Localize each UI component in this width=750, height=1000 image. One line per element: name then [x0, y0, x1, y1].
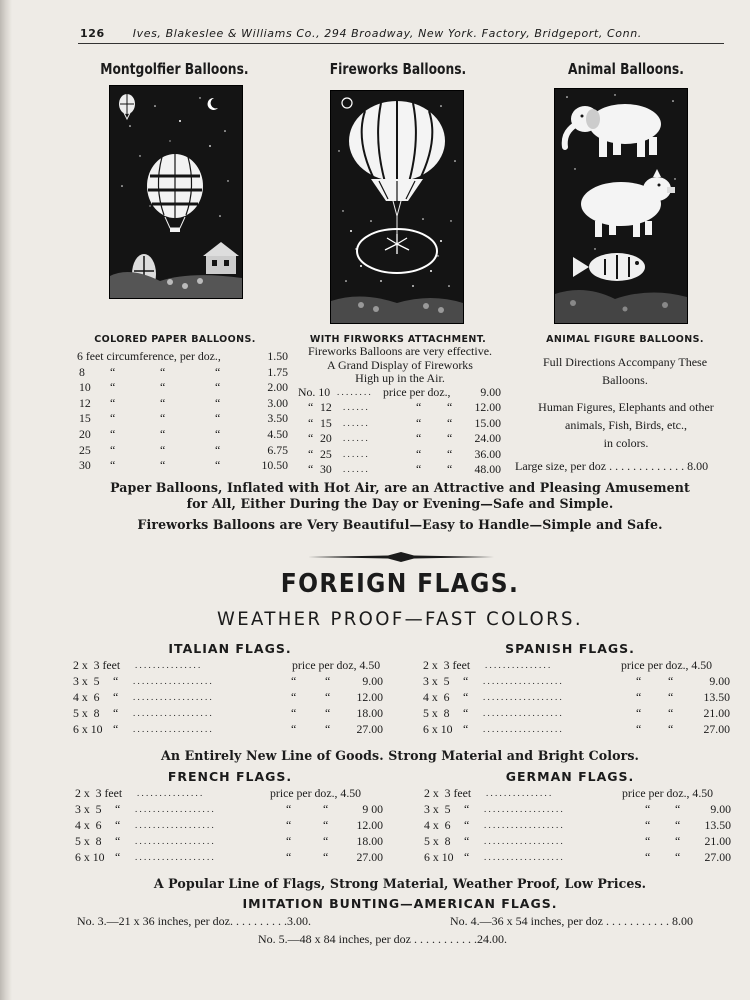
page-edge	[0, 0, 12, 1000]
bunting-title: IMITATION BUNTING—AMERICAN FLAGS.	[242, 896, 558, 911]
flag-price: 9.00	[362, 674, 383, 688]
flag-size: 5 x 8	[423, 706, 450, 720]
ditto-mark: “	[675, 834, 681, 848]
fireworks-desc-line: High up in the Air.	[355, 371, 445, 385]
spanish-flags-title: SPANISH FLAGS.	[505, 641, 635, 656]
flag-size: 2 x 3 feet	[423, 658, 471, 672]
bunting-price: 8.00	[671, 914, 693, 928]
dot-leader: . . . . . . . . . . . . . . . . . .	[133, 708, 212, 718]
flag-price: 12.00	[356, 818, 383, 832]
balloon-price: 24.00	[474, 431, 501, 446]
ditto-mark: “	[308, 415, 314, 430]
balloon-price: 15.00	[474, 415, 501, 430]
ditto-mark: “	[286, 834, 292, 848]
balloon-number: 15	[320, 415, 332, 430]
ditto-mark: “	[110, 427, 116, 441]
dot-leader: . . . . . . . . . . . . . . . . . .	[484, 836, 563, 846]
ditto-mark: “	[113, 690, 119, 704]
ditto-mark: “	[636, 690, 642, 704]
flag-price: 18.00	[356, 834, 383, 848]
balloon-size: 30	[79, 458, 91, 473]
ditto-mark: “	[416, 415, 422, 430]
ditto-mark: “	[113, 674, 119, 688]
flag-size: 6 x 10	[424, 850, 454, 864]
dot-leader: . . . . . . . . . . . . . . .	[485, 660, 551, 670]
header-text: Ives, Blakeslee & Williams Co., 294 Broadway, New York. Factory, Bridgeport, Conn.	[132, 27, 642, 40]
ditto-mark: “	[215, 395, 221, 410]
balloon-price: 10.50	[261, 458, 288, 473]
ditto-mark: “	[110, 411, 116, 426]
new-line-notice: An Entirely New Line of Goods. Strong Material and Bright Colors.	[160, 748, 640, 763]
balloon-price: 36.00	[474, 446, 501, 461]
german-flags-title: GERMAN FLAGS.	[505, 769, 635, 784]
ditto-mark: “	[215, 442, 221, 457]
fireworks-description	[290, 345, 510, 386]
bunting-item	[258, 932, 507, 947]
bunting-text: No. 3.—21 x 36 inches, per doz	[77, 914, 230, 928]
price-label: price per doz., 4.50	[622, 786, 714, 800]
flag-size: 4 x 6	[73, 690, 100, 704]
ditto-mark: “	[463, 722, 469, 736]
french-flags-title: FRENCH FLAGS.	[167, 769, 293, 784]
balloon-number: 25	[320, 446, 332, 461]
ditto-mark: “	[308, 431, 314, 446]
flag-size: 4 x 6	[75, 818, 102, 832]
flag-size: 3 x 5	[423, 674, 450, 688]
dot-leader: . . . . . . . . . . . . . . . . . .	[483, 724, 562, 734]
flag-price: 27.00	[704, 850, 731, 864]
ditto-mark: “	[115, 850, 121, 864]
animal-desc-line: Human Figures, Elephants and other	[538, 400, 714, 414]
header-rule	[78, 43, 724, 44]
ditto-mark: “	[636, 706, 642, 720]
ditto-mark: “	[308, 462, 314, 476]
ditto-mark: “	[636, 722, 642, 736]
fireworks-desc-line: Fireworks Balloons are very effective.	[307, 344, 493, 358]
ditto-mark: “	[463, 690, 469, 704]
flag-size: 5 x 8	[73, 706, 100, 720]
ditto-mark: “	[291, 674, 297, 688]
ditto-mark: “	[645, 834, 651, 848]
ditto-mark: “	[636, 674, 642, 688]
animal-desc-line: in colors.	[603, 436, 649, 450]
flag-size: 6 x 10	[75, 850, 105, 864]
ditto-mark: “	[215, 411, 221, 426]
weather-proof-subtitle: WEATHER PROOF—FAST COLORS.	[217, 608, 583, 630]
dot-leader: . . . . . . . . . . . . . . . . . .	[133, 692, 212, 702]
flag-size: 2 x 3 feet	[73, 658, 121, 672]
ditto-mark: “	[325, 674, 331, 688]
ditto-mark: “	[645, 850, 651, 864]
dot-leader: . . . . . .	[343, 402, 368, 413]
italian-flags-title: ITALIAN FLAGS.	[168, 641, 292, 656]
dot-leader: . . . . . . . . . . . . . . .	[135, 660, 201, 670]
ditto-mark: “	[308, 400, 314, 415]
ditto-mark: “	[323, 850, 329, 864]
balloon-price: 12.00	[474, 400, 501, 415]
ditto-mark: “	[291, 706, 297, 720]
balloon-price: 1.50	[267, 349, 288, 363]
flag-size: 6 x 10	[423, 722, 453, 736]
bunting-item	[77, 914, 311, 929]
balloon-number: 20	[320, 431, 332, 446]
dot-leader: . . . . . . . . . . . . . . .	[137, 788, 203, 798]
ditto-mark: “	[110, 380, 116, 395]
balloon-size: 15	[79, 411, 91, 426]
ditto-mark: “	[645, 818, 651, 832]
dot-leader: . . . . . . . . . . . . . . . . . .	[135, 804, 214, 814]
bunting-price: 3.00.	[286, 914, 311, 928]
flag-size: 2 x 3 feet	[424, 786, 472, 800]
ditto-mark: “	[675, 802, 681, 816]
dot-leader: . . . . . .	[343, 417, 368, 428]
ditto-mark: “	[113, 706, 119, 720]
ditto-mark: “	[416, 446, 422, 461]
dot-leader: . . . . . .	[343, 433, 368, 444]
balloons-footer-line-3: Fireworks Balloons are Very Beautiful—Easy to Handle—Simple and Safe.	[137, 517, 663, 532]
ditto-mark: “	[160, 395, 166, 410]
dot-leader: . . . . . . . . . . . . . . .	[486, 788, 552, 798]
dot-leader: . . . . . . . . . . . . . . . . . .	[484, 852, 563, 862]
ditto-mark: “	[286, 850, 292, 864]
price-label: price per doz., 4.50	[270, 786, 362, 800]
ditto-mark: “	[668, 722, 674, 736]
ditto-mark: “	[115, 818, 121, 832]
ditto-mark: “	[447, 431, 453, 446]
ditto-mark: “	[110, 458, 116, 473]
flag-price: 27.00	[703, 722, 730, 736]
dot-leader: . . . . . . . . . . . . . . . . . .	[135, 820, 214, 830]
dot-leader: . . . . . . . . . . . . . . . . . .	[483, 692, 562, 702]
balloon-price: 1.75	[267, 364, 288, 379]
dot-leader: . . . . . . . . . . . . . . . . . .	[133, 676, 212, 686]
dot-leader: . . . . . . . . . . .	[410, 932, 477, 946]
animal-desc-line: Full Directions Accompany These	[542, 355, 708, 369]
animal-title: Animal Balloons.	[568, 60, 684, 78]
ditto-mark: “	[464, 834, 470, 848]
balloon-size: 20	[79, 427, 91, 441]
ditto-mark: “	[160, 442, 166, 457]
balloon-size: 12	[79, 395, 91, 410]
large-size-label: Large size, per doz	[515, 459, 607, 473]
balloon-number: 30	[320, 462, 332, 476]
ditto-mark: “	[416, 400, 422, 415]
flag-price: 21.00	[703, 706, 730, 720]
ditto-mark: “	[447, 415, 453, 430]
flag-price: 9 00	[362, 802, 383, 816]
ditto-mark: “	[668, 674, 674, 688]
page-header	[80, 27, 726, 40]
balloon-price: 6.75	[267, 442, 288, 457]
flag-size: 5 x 8	[424, 834, 451, 848]
flag-price: 18.00	[356, 706, 383, 720]
dot-leader: . . . . . . . . . . . . .	[606, 459, 688, 473]
balloon-size: 25	[79, 442, 91, 457]
price-label: price per doz., 4.50	[621, 658, 713, 672]
ditto-mark: “	[668, 706, 674, 720]
animal-desc-line: Balloons.	[602, 373, 648, 387]
balloon-price: 2.00	[267, 380, 288, 395]
ditto-mark: “	[463, 706, 469, 720]
ditto-mark: “	[215, 364, 221, 379]
balloon-price: 3.00	[267, 395, 288, 410]
balloon-price: 4.50	[267, 427, 288, 441]
ditto-mark: “	[160, 458, 166, 473]
flag-price: 13.50	[703, 690, 730, 704]
ditto-mark: “	[113, 722, 119, 736]
bunting-text: No. 4.—36 x 54 inches, per doz	[450, 914, 603, 928]
ditto-mark: “	[215, 458, 221, 473]
ditto-mark: “	[291, 690, 297, 704]
ditto-mark: “	[447, 446, 453, 461]
ditto-mark: “	[464, 850, 470, 864]
balloon-size: 6 feet circumference, per doz.,	[77, 349, 221, 363]
large-size-price: 8.00	[687, 459, 709, 473]
ditto-mark: “	[160, 427, 166, 441]
ditto-mark: “	[675, 850, 681, 864]
montgolfier-balloons-illustration	[109, 85, 243, 299]
page-number: 126	[80, 27, 105, 40]
flag-size: 3 x 5	[75, 802, 102, 816]
dot-leader: . . . . . .	[343, 464, 368, 474]
ditto-mark: “	[447, 462, 453, 476]
ditto-mark: “	[447, 400, 453, 415]
flag-size: 6 x 10	[73, 722, 103, 736]
ditto-mark: “	[110, 442, 116, 457]
animal-directions	[510, 353, 740, 389]
flag-size: 3 x 5	[424, 802, 451, 816]
animal-figures	[508, 398, 744, 452]
fireworks-title: Fireworks Balloons.	[329, 60, 467, 78]
flag-price: 13.50	[704, 818, 731, 832]
bunting-price: 24.00.	[476, 932, 507, 946]
flag-size: 4 x 6	[423, 690, 450, 704]
ditto-mark: “	[464, 802, 470, 816]
ditto-mark: “	[323, 802, 329, 816]
balloon-size: 8	[79, 364, 85, 379]
ditto-mark: “	[215, 380, 221, 395]
fireworks-desc-line: A Grand Display of Fireworks	[327, 357, 473, 372]
balloons-footer-line-2: for All, Either During the Day or Evening—Safe and Simple.	[186, 496, 614, 511]
balloon-price: 9.00	[480, 385, 501, 399]
montgolfier-subtitle: COLORED PAPER BALLOONS.	[94, 334, 256, 345]
price-label: price per doz, 4.50	[292, 658, 381, 672]
ditto-mark: “	[668, 690, 674, 704]
ditto-mark: “	[115, 802, 121, 816]
bunting-item	[450, 914, 693, 929]
ditto-mark: “	[160, 380, 166, 395]
ditto-mark: “	[110, 364, 116, 379]
dot-leader: . . . . . . . . . . . . . . . . . .	[484, 820, 563, 830]
animal-subtitle: ANIMAL FIGURE BALLOONS.	[546, 334, 704, 345]
flag-price: 27.00	[356, 850, 383, 864]
flag-size: 5 x 8	[75, 834, 102, 848]
dot-leader: . . . . . . . . . . . . . . . . . .	[483, 708, 562, 718]
montgolfier-title: Montgolfier Balloons.	[100, 60, 249, 78]
dot-leader: . . . . . . . . . . . . . . . . . .	[133, 724, 212, 734]
ditto-mark: “	[416, 462, 422, 476]
ditto-mark: “	[323, 834, 329, 848]
dot-leader: . . . . . . . . . . . . . . . . . .	[135, 852, 214, 862]
ditto-mark: “	[308, 446, 314, 461]
animal-large-size	[515, 459, 708, 474]
dot-leader: . . . . . . . . . . . . . . . . . .	[483, 676, 562, 686]
decorative-rule-icon	[308, 552, 494, 562]
ditto-mark: “	[675, 818, 681, 832]
ditto-mark: “	[463, 674, 469, 688]
flag-price: 9.00	[709, 674, 730, 688]
ditto-mark: “	[645, 802, 651, 816]
ditto-mark: “	[286, 818, 292, 832]
balloon-price: 48.00	[474, 462, 501, 476]
ditto-mark: “	[291, 722, 297, 736]
balloon-number: 12	[320, 400, 332, 415]
dot-leader: . . . . . .	[343, 448, 368, 459]
ditto-mark: “	[325, 722, 331, 736]
foreign-flags-title: FOREIGN FLAGS.	[280, 569, 520, 599]
ditto-mark: “	[323, 818, 329, 832]
flag-size: 3 x 5	[73, 674, 100, 688]
dot-leader: . . . . . . . .	[337, 387, 371, 397]
flag-price: 21.00	[704, 834, 731, 848]
ditto-mark: “	[464, 818, 470, 832]
fireworks-balloon-illustration	[330, 90, 464, 324]
flag-price: 12.00	[356, 690, 383, 704]
balloon-price: 3.50	[267, 411, 288, 426]
flag-price: 9.00	[710, 802, 731, 816]
dot-leader: . . . . . . . . . . . . . . . . . .	[135, 836, 214, 846]
ditto-mark: “	[416, 431, 422, 446]
balloon-size: 10	[79, 380, 91, 395]
ditto-mark: “	[325, 706, 331, 720]
ditto-mark: “	[325, 690, 331, 704]
price-label: price per doz.,	[383, 385, 451, 399]
flag-size: 2 x 3 feet	[75, 786, 123, 800]
flag-size: 4 x 6	[424, 818, 451, 832]
ditto-mark: “	[160, 411, 166, 426]
dot-leader: . . . . . . . . . . . . . . . . . .	[484, 804, 563, 814]
ditto-mark: “	[215, 427, 221, 441]
bunting-text: No. 5.—48 x 84 inches, per doz	[258, 932, 411, 946]
balloons-footer-line-1: Paper Balloons, Inflated with Hot Air, are an Attractive and Pleasing Amusement	[110, 480, 690, 495]
fireworks-subtitle: WITH FIRWORKS ATTACHMENT.	[309, 334, 487, 345]
ditto-mark: “	[286, 802, 292, 816]
flag-price: 27.00	[356, 722, 383, 736]
animal-balloons-illustration	[554, 88, 688, 324]
ditto-mark: “	[110, 395, 116, 410]
dot-leader: . . . . . . . . . . .	[602, 914, 672, 928]
popular-line-notice: A Popular Line of Flags, Strong Material, Weather Proof, Low Prices.	[153, 876, 647, 891]
dot-leader: . . . . . . . . . .	[229, 914, 287, 928]
animal-desc-line: animals, Fish, Birds, etc.,	[565, 418, 687, 432]
ditto-mark: “	[115, 834, 121, 848]
ditto-mark: “	[160, 364, 166, 379]
balloon-number: No. 10	[298, 385, 331, 399]
